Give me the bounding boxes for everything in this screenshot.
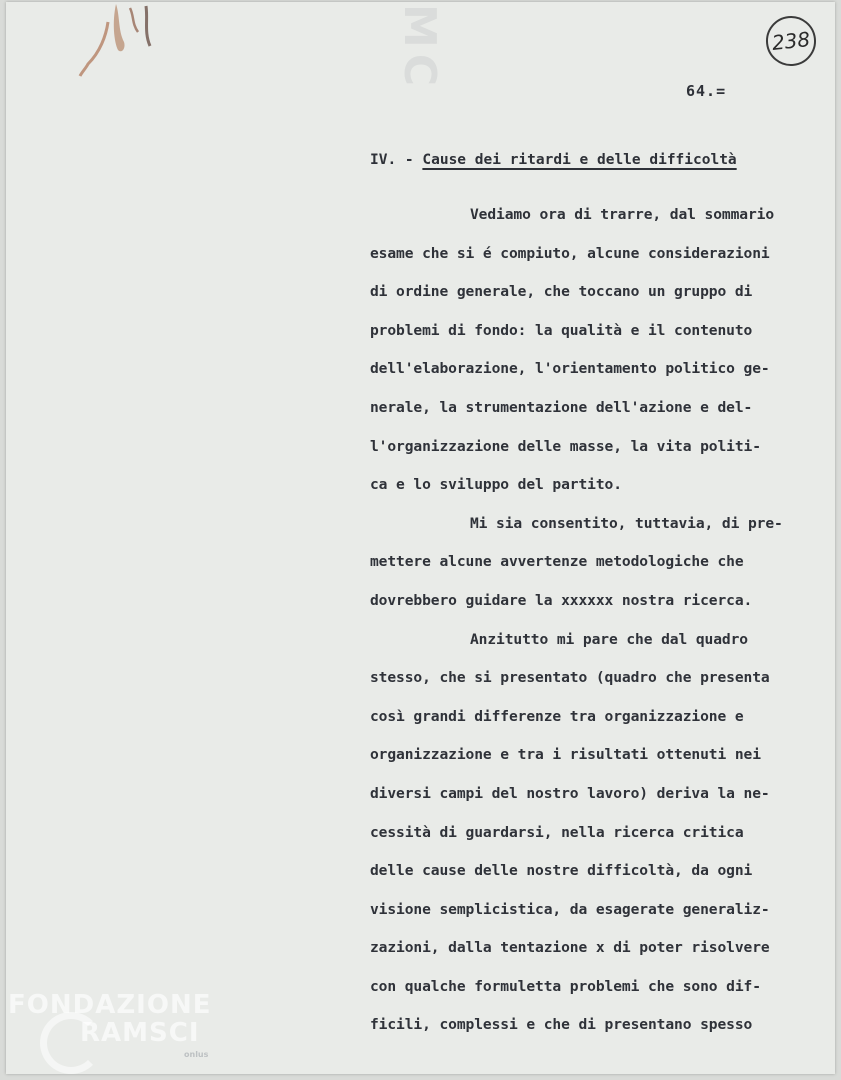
text-line: problemi di fondo: la qualità e il contenuto bbox=[370, 321, 753, 339]
text-line: delle cause delle nostre difficoltà, da ogni bbox=[370, 862, 753, 880]
logo-text-onlus: onlus bbox=[184, 1050, 209, 1059]
archive-number-stamp: 238 bbox=[764, 14, 819, 69]
text-line: dell'elaborazione, l'orientamento politico ge- bbox=[370, 360, 770, 378]
ink-stain-mark bbox=[72, 2, 162, 92]
body-text bbox=[370, 196, 830, 1045]
text-line: ca e lo sviluppo del partito. bbox=[370, 476, 622, 494]
text-line: diversi campi del nostro lavoro) deriva la ne- bbox=[370, 784, 770, 802]
logo-text-fondazione: FONDAZIONE bbox=[8, 990, 212, 1020]
text-line: l'organizzazione delle masse, la vita politi- bbox=[370, 437, 761, 455]
text-line: ficili, complessi e che di presentano spesso bbox=[370, 1016, 753, 1034]
section-title: Cause dei ritardi e delle difficoltà bbox=[422, 152, 737, 168]
text-line: visione semplicistica, da esagerate generaliz- bbox=[370, 900, 770, 918]
text-line: Vediamo ora di trarre, dal sommario bbox=[470, 206, 775, 223]
section-numeral: IV. - bbox=[370, 152, 414, 168]
text-line: mettere alcune avvertenze metodologiche che bbox=[370, 553, 744, 571]
text-line: di ordine generale, che toccano un gruppo di bbox=[370, 283, 753, 301]
fondazione-gramsci-logo bbox=[8, 990, 228, 1074]
document-page bbox=[6, 2, 835, 1074]
text-line: organizzazione e tra i risultati ottenuti nei bbox=[370, 746, 761, 764]
section-heading bbox=[370, 152, 737, 168]
text-line: cessità di guardarsi, nella ricerca critica bbox=[370, 823, 744, 841]
text-line: Mi sia consentito, tuttavia, di pre- bbox=[470, 514, 783, 532]
text-line: esame che si é compiuto, alcune considerazioni bbox=[370, 244, 770, 262]
text-line: stesso, che si presentato (quadro che presenta bbox=[370, 669, 770, 687]
text-line: dovrebbero guidare la xxxxxx nostra ricerca. bbox=[370, 591, 753, 609]
text-line: zazioni, dalla tentazione x di poter risolvere bbox=[370, 939, 770, 957]
text-line: così grandi differenze tra organizzazione e bbox=[370, 707, 744, 725]
watermark-vertical-text: MC bbox=[394, 4, 445, 93]
text-line: con qualche formuletta problemi che sono dif- bbox=[370, 977, 761, 995]
text-line: Anzitutto mi pare che dal quadro bbox=[470, 630, 748, 648]
logo-text-gramsci: RAMSCI bbox=[80, 1018, 200, 1048]
page-number: 64.= bbox=[686, 82, 727, 100]
text-line: nerale, la strumentazione dell'azione e del- bbox=[370, 398, 753, 416]
